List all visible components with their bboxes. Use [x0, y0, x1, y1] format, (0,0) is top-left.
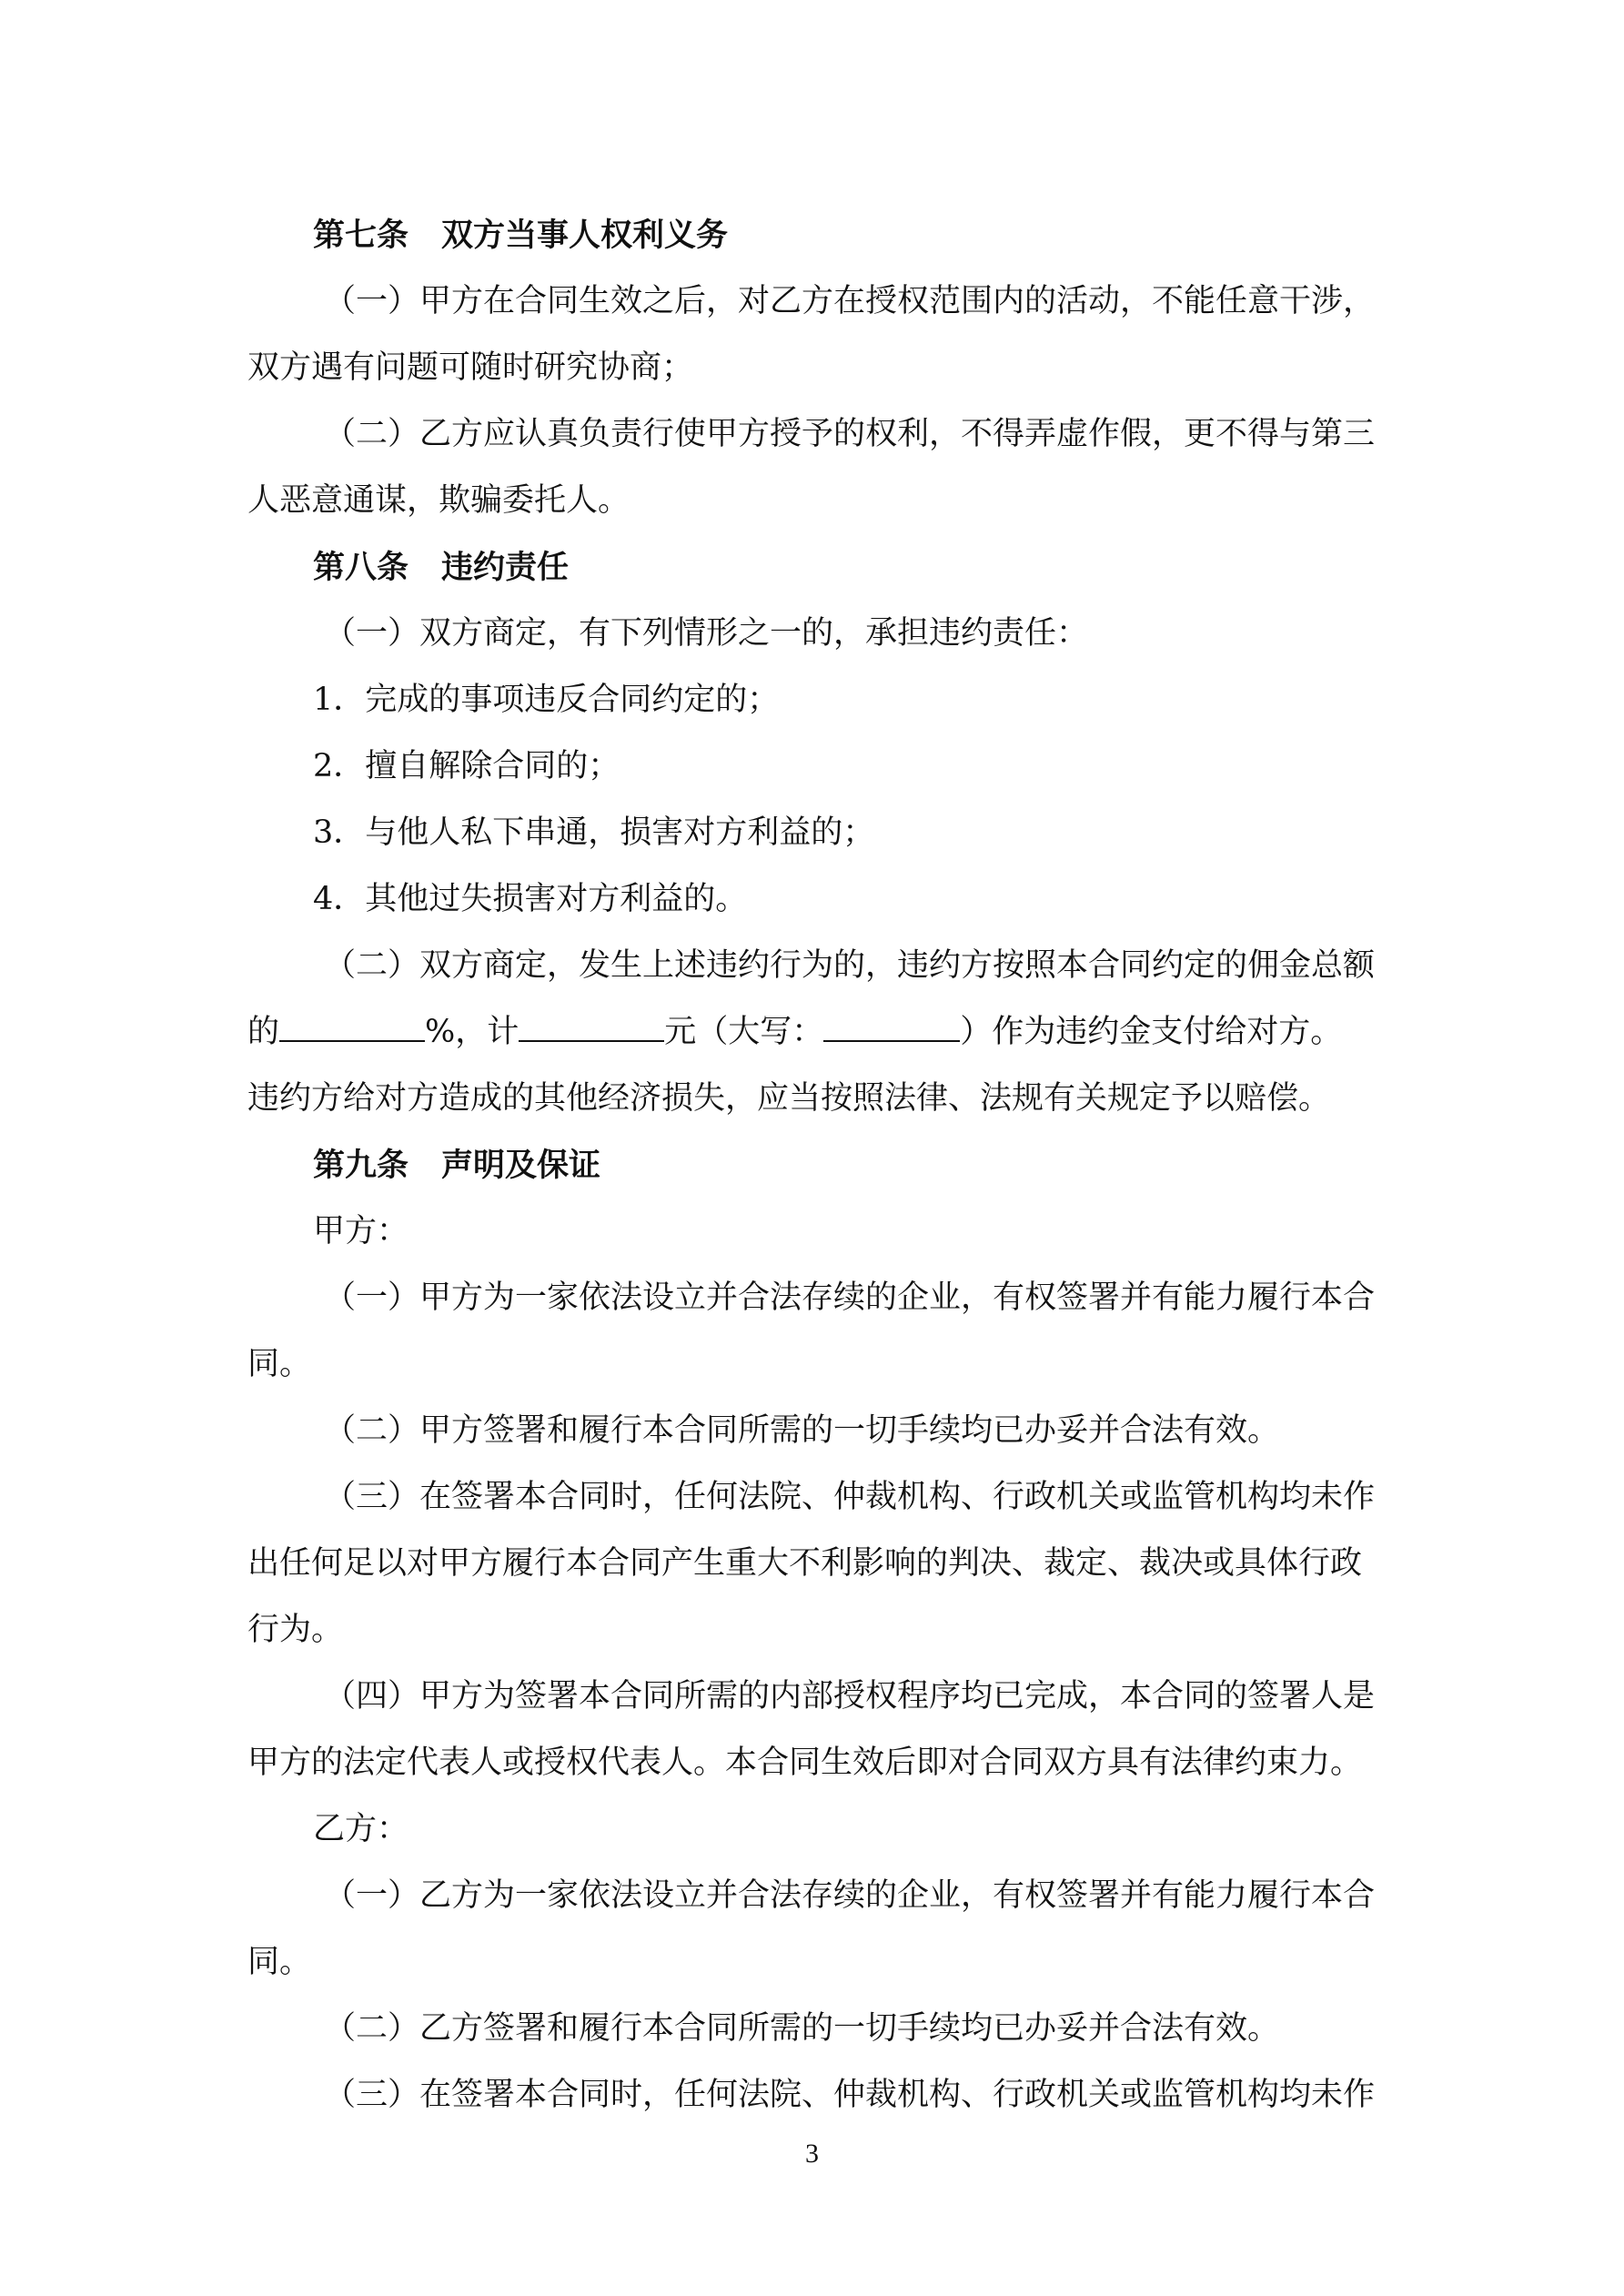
article-8-clause-2-line-1: （二）双方商定，发生上述违约行为的，违约方按照本合同约定的佣金总额: [324, 947, 1376, 984]
document-body: [247, 202, 1394, 2129]
article-8-number: 第八条: [313, 549, 409, 586]
party-b-clause-3-line-1: （三）在签署本合同时，任何法院、仲裁机构、行政机关或监管机构均未作: [324, 2077, 1376, 2113]
party-a-clause-4-line-2: 甲方的法定代表人或授权代表人。本合同生效后即对合同双方具有法律约束力。: [247, 1745, 1363, 1781]
party-a-clause-3-line-3: 行为。: [247, 1612, 344, 1648]
party-a-clause-1-line-2: 同。: [247, 1346, 312, 1382]
party-b-clause-1-line-1: （一）乙方为一家依法设立并合法存续的企业，有权签署并有能力履行本合: [324, 1877, 1376, 1914]
article-8-clause-1: （一）双方商定，有下列情形之一的，承担违约责任：: [324, 615, 1089, 652]
article-8-item-3: 3．与他人私下串通，损害对方利益的；: [313, 814, 875, 851]
party-b-clause-2: （二）乙方签署和履行本合同所需的一切手续均已办妥并合法有效。: [324, 2010, 1280, 2047]
party-a-clause-1-line-1: （一）甲方为一家依法设立并合法存续的企业，有权签署并有能力履行本合: [324, 1279, 1376, 1316]
article-7-clause-1-line-1: （一）甲方在合同生效之后，对乙方在授权范围内的活动，不能任意干涉，: [324, 283, 1376, 319]
party-a-clause-4-line-1: （四）甲方为签署本合同所需的内部授权程序均已完成，本合同的签署人是: [324, 1678, 1376, 1714]
party-b-label: 乙方：: [313, 1811, 409, 1847]
party-a-clause-3-line-1: （三）在签署本合同时，任何法院、仲裁机构、行政机关或监管机构均未作: [324, 1479, 1376, 1515]
clause-text: 元（大写：: [664, 1014, 824, 1050]
article-7-number: 第七条: [313, 217, 409, 254]
amount-blank[interactable]: [519, 1013, 664, 1042]
article-7-clause-2-line-2: 人恶意通谋，欺骗委托人。: [247, 482, 630, 519]
article-9-number: 第九条: [313, 1147, 409, 1184]
article-7-clause-2-line-1: （二）乙方应认真负责行使甲方授予的权利，不得弄虚作假，更不得与第三: [324, 416, 1376, 452]
percentage-blank[interactable]: [279, 1013, 425, 1042]
page-number: 3: [805, 2139, 819, 2169]
article-9-heading: [247, 1132, 1394, 1199]
article-8-item-1: 1．完成的事项违反合同约定的；: [313, 682, 780, 718]
article-9-title: 声明及保证: [441, 1147, 601, 1184]
party-a-clause-3-line-2: 出任何足以对甲方履行本合同产生重大不利影响的判决、裁定、裁决或具体行政: [247, 1545, 1363, 1582]
party-a-clause-2: （二）甲方签署和履行本合同所需的一切手续均已办妥并合法有效。: [324, 1412, 1280, 1449]
article-8-title: 违约责任: [441, 549, 570, 586]
article-7-clause-1-line-2: 双方遇有问题可随时研究协商；: [247, 349, 694, 386]
clause-text: ）作为违约金支付给对方。: [960, 1014, 1343, 1050]
article-8-item-2: 2．擅自解除合同的；: [313, 748, 620, 784]
article-8-heading: [247, 534, 1394, 601]
amount-in-words-blank[interactable]: [823, 1013, 960, 1042]
clause-text: 的: [247, 1014, 280, 1050]
party-b-clause-1-line-2: 同。: [247, 1944, 312, 1980]
article-7-heading: [247, 202, 1394, 268]
article-8-clause-2-line-3: 违约方给对方造成的其他经济损失，应当按照法律、法规有关规定予以赔偿。: [247, 1080, 1331, 1117]
article-8-clause-2-line-2: [247, 999, 1394, 1066]
clause-text: %，计: [425, 1014, 519, 1050]
article-7-title: 双方当事人权利义务: [441, 217, 729, 254]
article-8-item-4: 4．其他过失损害对方利益的。: [313, 881, 748, 917]
party-a-label: 甲方：: [313, 1213, 409, 1249]
